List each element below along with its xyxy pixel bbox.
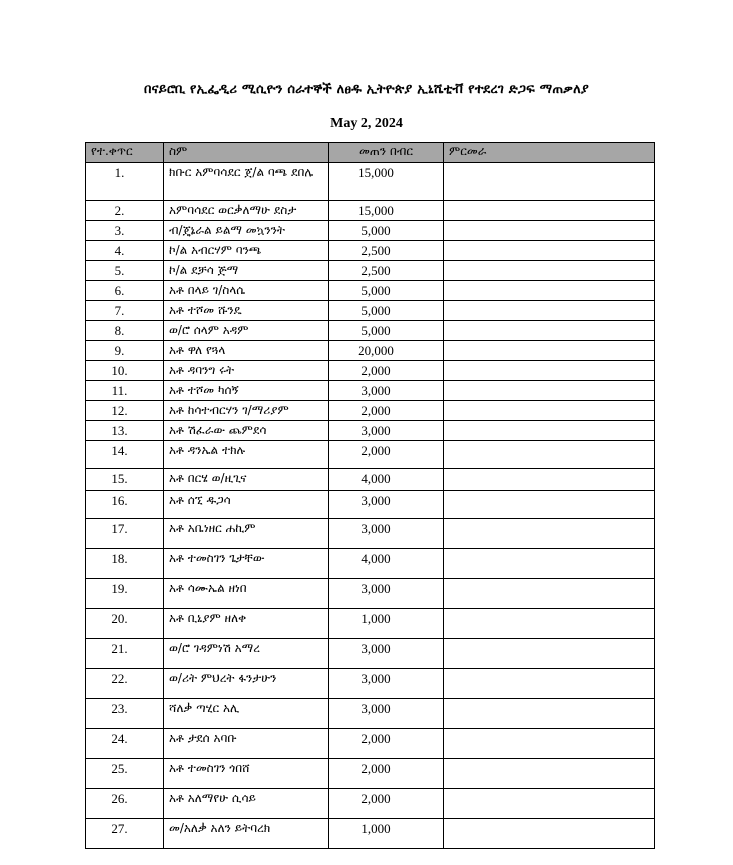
row-amount: 15,000: [329, 163, 444, 201]
header-remark: ምርመራ: [444, 143, 655, 163]
row-number: 3.: [86, 221, 164, 241]
row-name: አቶ ዳንኤል ተክሉ: [164, 441, 329, 469]
row-name: ወ/ሪት ምህረት ፋንታሁን: [164, 669, 329, 699]
row-name: አቶ ሰኚ ዱጋሳ: [164, 491, 329, 519]
row-remark: [444, 519, 655, 549]
row-number: 24.: [86, 729, 164, 759]
table-row: [86, 491, 655, 519]
row-number: 8.: [86, 321, 164, 341]
row-number: 4.: [86, 241, 164, 261]
row-amount: 3,000: [329, 669, 444, 699]
row-remark: [444, 421, 655, 441]
row-name: አቶ ከሳተብርሃን ገ/ማሪያም: [164, 401, 329, 421]
table-row: [86, 163, 655, 201]
row-name: ኮ/ል ደቻሳ ጅማ: [164, 261, 329, 281]
table-row: [86, 699, 655, 729]
row-name: ኮ/ል አብርሃም ባንጫ: [164, 241, 329, 261]
row-amount: 2,000: [329, 401, 444, 421]
row-number: 5.: [86, 261, 164, 281]
row-number: 7.: [86, 301, 164, 321]
row-number: 16.: [86, 491, 164, 519]
row-name: አቶ ቢኒያም ዘለቀ: [164, 609, 329, 639]
table-row: [86, 341, 655, 361]
row-name: አቶ አለማየሁ ሲሳይ: [164, 789, 329, 819]
row-remark: [444, 789, 655, 819]
row-remark: [444, 669, 655, 699]
row-name: አምባሳደር ወርቃለማሁ ደስታ: [164, 201, 329, 221]
row-remark: [444, 699, 655, 729]
header-name: ስም: [164, 143, 329, 163]
row-name: ክቡር አምባሳደር ጀ/ል ባጫ ደበሌ: [164, 163, 329, 201]
row-remark: [444, 261, 655, 281]
row-amount: 20,000: [329, 341, 444, 361]
row-remark: [444, 221, 655, 241]
table-row: [86, 639, 655, 669]
row-number: 2.: [86, 201, 164, 221]
header-amount: መጠን በብር: [329, 143, 444, 163]
row-name: አቶ ዳባንግ ሩት: [164, 361, 329, 381]
row-amount: 2,000: [329, 441, 444, 469]
row-remark: [444, 241, 655, 261]
table-row: [86, 469, 655, 491]
table-row: [86, 579, 655, 609]
row-name: አቶ አቤነዘር ሐኪም: [164, 519, 329, 549]
row-remark: [444, 441, 655, 469]
table-row: [86, 441, 655, 469]
row-number: 15.: [86, 469, 164, 491]
row-amount: 3,000: [329, 699, 444, 729]
row-remark: [444, 163, 655, 201]
table-body: [86, 163, 655, 849]
row-amount: 2,500: [329, 241, 444, 261]
row-number: 26.: [86, 789, 164, 819]
row-name: ወ/ሮ ሰላም አዳም: [164, 321, 329, 341]
row-remark: [444, 549, 655, 579]
row-amount: 5,000: [329, 301, 444, 321]
row-remark: [444, 729, 655, 759]
table-row: [86, 609, 655, 639]
table-row: [86, 221, 655, 241]
row-name: ሻለቃ ጣሂር አሊ: [164, 699, 329, 729]
row-remark: [444, 759, 655, 789]
table-row: [86, 261, 655, 281]
table-row: [86, 361, 655, 381]
row-number: 17.: [86, 519, 164, 549]
row-name: መ/አለቃ አለን ይትባረክ: [164, 819, 329, 849]
row-name: አቶ ተመስገን ጎበሸ: [164, 759, 329, 789]
table-row: [86, 201, 655, 221]
table-row: [86, 401, 655, 421]
table-row: [86, 819, 655, 849]
row-amount: 2,000: [329, 729, 444, 759]
row-number: 14.: [86, 441, 164, 469]
row-amount: 2,000: [329, 361, 444, 381]
row-amount: 2,500: [329, 261, 444, 281]
row-remark: [444, 579, 655, 609]
row-amount: 4,000: [329, 469, 444, 491]
row-amount: 3,000: [329, 421, 444, 441]
row-number: 27.: [86, 819, 164, 849]
row-number: 11.: [86, 381, 164, 401]
table-row: [86, 549, 655, 579]
table-row: [86, 759, 655, 789]
row-remark: [444, 639, 655, 669]
row-amount: 5,000: [329, 221, 444, 241]
row-amount: 4,000: [329, 549, 444, 579]
row-number: 19.: [86, 579, 164, 609]
table-row: [86, 301, 655, 321]
row-amount: 1,000: [329, 819, 444, 849]
row-name: ወ/ሮ ገዳምነሽ አማረ: [164, 639, 329, 669]
row-amount: 5,000: [329, 321, 444, 341]
table-header-row: [86, 143, 655, 163]
row-number: 12.: [86, 401, 164, 421]
row-number: 13.: [86, 421, 164, 441]
row-name: አቶ በላይ ገ/ስላሴ: [164, 281, 329, 301]
row-number: 25.: [86, 759, 164, 789]
row-name: ብ/ጄኔራል ይልማ መኳንንት: [164, 221, 329, 241]
row-name: አቶ ተሾመ ካሰኝ: [164, 381, 329, 401]
row-amount: 2,000: [329, 759, 444, 789]
row-number: 22.: [86, 669, 164, 699]
table-row: [86, 321, 655, 341]
row-number: 20.: [86, 609, 164, 639]
row-amount: 5,000: [329, 281, 444, 301]
row-number: 6.: [86, 281, 164, 301]
table-row: [86, 241, 655, 261]
row-remark: [444, 281, 655, 301]
row-amount: 15,000: [329, 201, 444, 221]
row-remark: [444, 401, 655, 421]
row-remark: [444, 201, 655, 221]
row-number: 18.: [86, 549, 164, 579]
row-remark: [444, 609, 655, 639]
row-amount: 3,000: [329, 639, 444, 669]
table-row: [86, 729, 655, 759]
row-amount: 3,000: [329, 491, 444, 519]
document-title: በናይሮቢ የኢፌዲሪ ሚሲዮን ሰራተኞች ለፀዱ ኢትዮጵያ ኢኒሼቲቭ የተደረገ ድጋፍ ማጠቃለያ: [144, 82, 589, 97]
table-row: [86, 669, 655, 699]
row-number: 1.: [86, 163, 164, 201]
row-remark: [444, 469, 655, 491]
row-remark: [444, 819, 655, 849]
row-remark: [444, 361, 655, 381]
row-remark: [444, 301, 655, 321]
row-name: አቶ ተሾመ ሹንዴ: [164, 301, 329, 321]
row-amount: 3,000: [329, 381, 444, 401]
row-remark: [444, 341, 655, 361]
row-amount: 3,000: [329, 579, 444, 609]
table-row: [86, 281, 655, 301]
row-number: 10.: [86, 361, 164, 381]
row-remark: [444, 381, 655, 401]
row-number: 23.: [86, 699, 164, 729]
row-remark: [444, 321, 655, 341]
donation-table: [85, 142, 655, 849]
row-amount: 1,000: [329, 609, 444, 639]
table-row: [86, 421, 655, 441]
row-name: አቶ ዋለ የጓላ: [164, 341, 329, 361]
row-name: አቶ በርሄ ወ/ዚጊና: [164, 469, 329, 491]
table-row: [86, 381, 655, 401]
header-number: የተ.ቀጥር: [86, 143, 164, 163]
row-name: አቶ ሳሙኤል ዘነበ: [164, 579, 329, 609]
document-date: May 2, 2024: [330, 116, 403, 131]
row-name: አቶ ታደሰ አባቡ: [164, 729, 329, 759]
row-number: 21.: [86, 639, 164, 669]
row-number: 9.: [86, 341, 164, 361]
row-name: አቶ ሽፈራው ጨምደሳ: [164, 421, 329, 441]
row-name: አቶ ተመስገን ጌታቸው: [164, 549, 329, 579]
row-amount: 3,000: [329, 519, 444, 549]
row-amount: 2,000: [329, 789, 444, 819]
table-row: [86, 519, 655, 549]
row-remark: [444, 491, 655, 519]
table-row: [86, 789, 655, 819]
